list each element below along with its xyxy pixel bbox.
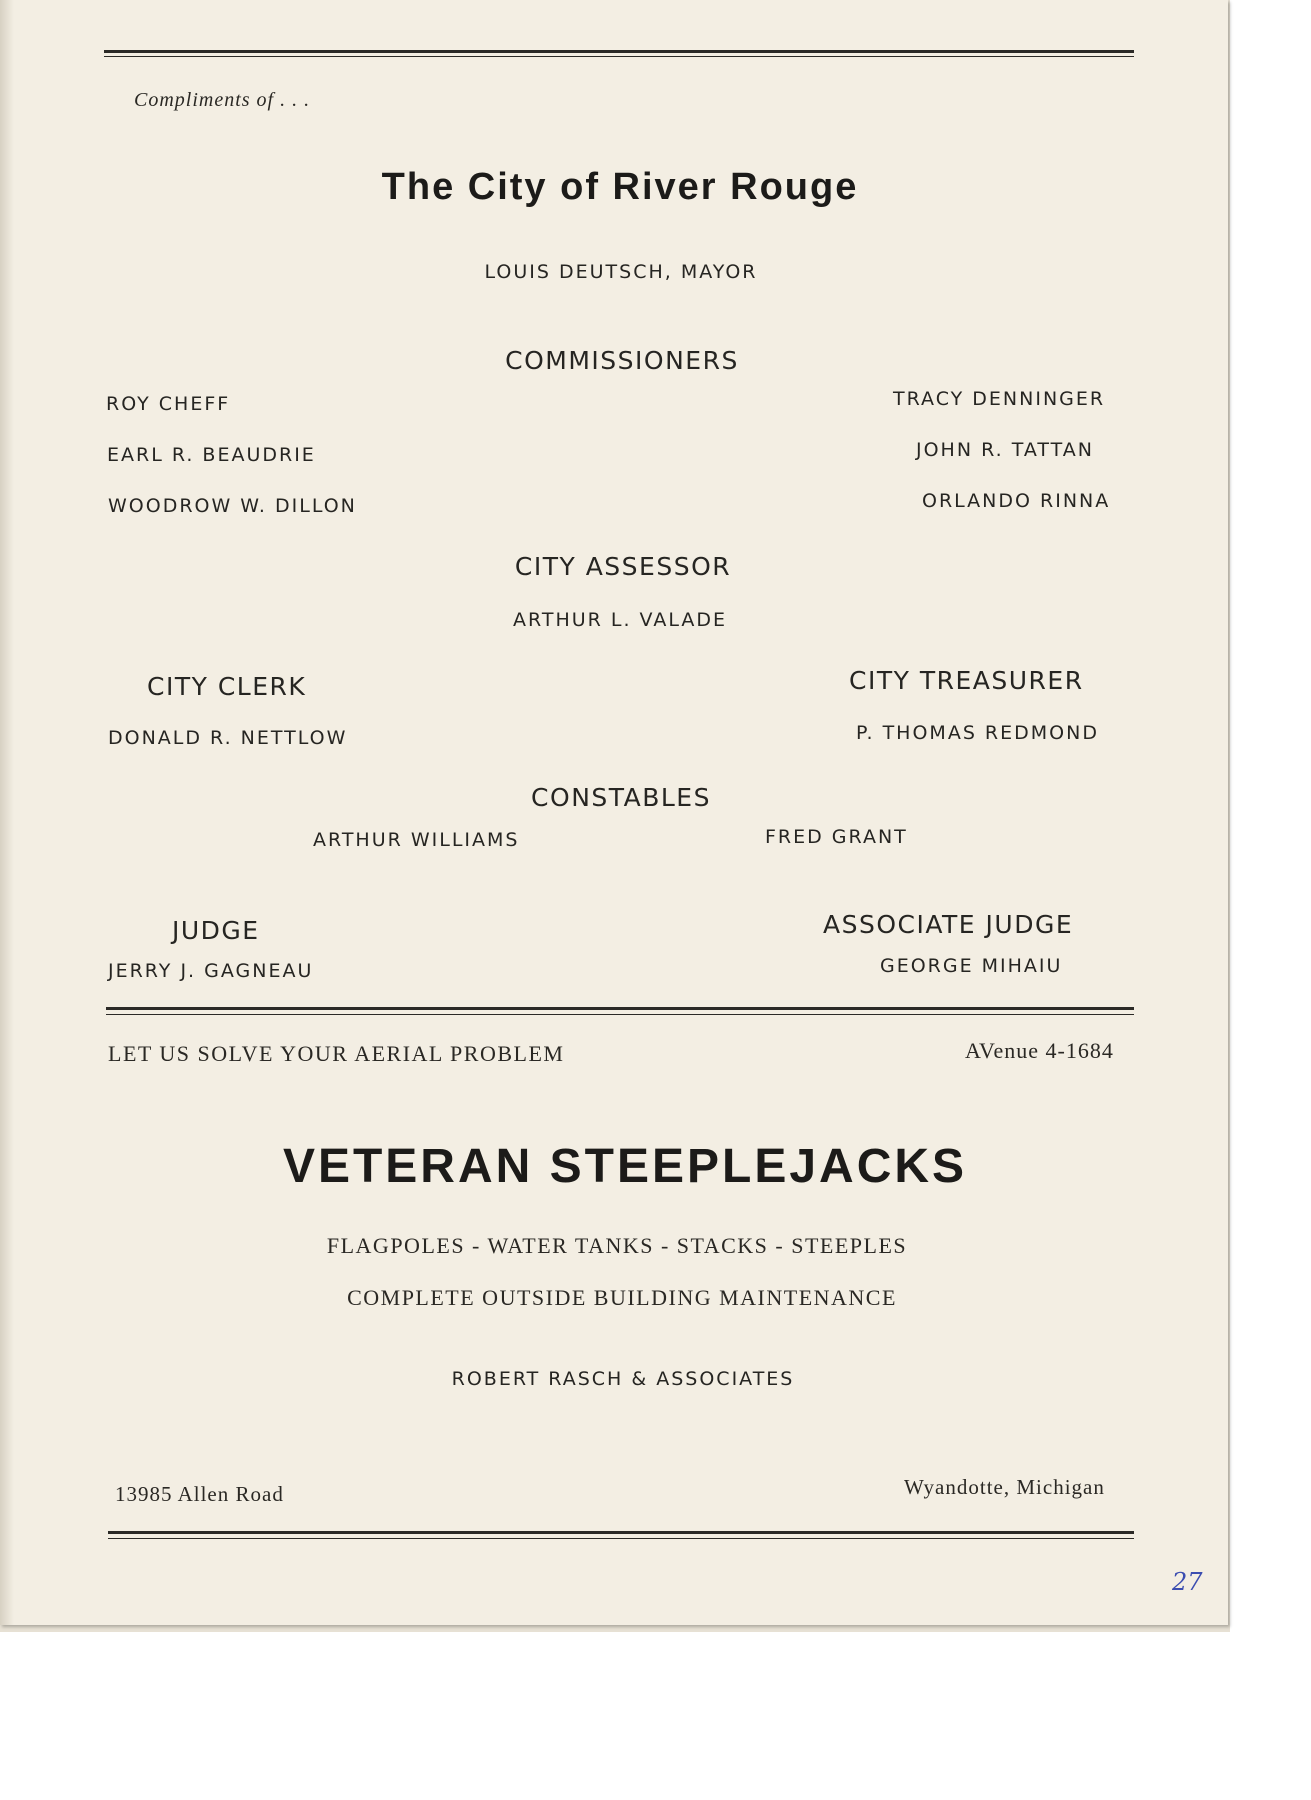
- constable-1: ARTHUR WILLIAMS: [313, 829, 520, 851]
- commissioner-left-1: ROY CHEFF: [106, 393, 231, 415]
- commissioner-right-2: JOHN R. TATTAN: [916, 439, 1094, 461]
- ad-company: VETERAN STEEPLEJACKS: [282, 1140, 968, 1193]
- constables-heading: CONSTABLES: [531, 783, 711, 812]
- page-spine: [0, 0, 14, 1625]
- ad-phone: AVenue 4-1684: [965, 1038, 1114, 1063]
- assoc-judge-name: GEORGE MIHAIU: [880, 955, 1063, 977]
- assessor-name: ARTHUR L. VALADE: [513, 609, 727, 631]
- ad-services: FLAGPOLES - WATER TANKS - STACKS - STEEPLES: [326, 1233, 908, 1258]
- top-rule-thin: [104, 56, 1134, 57]
- page-number: 27: [1172, 1568, 1203, 1596]
- treasurer-name: P. THOMAS REDMOND: [856, 722, 1099, 744]
- top-rule: [104, 50, 1134, 53]
- judge-name: JERRY J. GAGNEAU: [108, 960, 314, 982]
- ad-address: 13985 Allen Road: [115, 1482, 284, 1506]
- ad-city-state: Wyandotte, Michigan: [904, 1475, 1105, 1499]
- constable-2: FRED GRANT: [765, 826, 908, 848]
- clerk-heading: CITY CLERK: [147, 672, 307, 701]
- city-title: The City of River Rouge: [381, 166, 859, 208]
- commissioner-left-2: EARL R. BEAUDRIE: [107, 444, 316, 466]
- commissioner-right-1: TRACY DENNINGER: [893, 388, 1106, 410]
- mayor-name: LOUIS DEUTSCH, MAYOR: [484, 261, 758, 283]
- clerk-name: DONALD R. NETTLOW: [108, 727, 348, 749]
- judge-heading: JUDGE: [172, 916, 260, 945]
- ad-maintenance: COMPLETE OUTSIDE BUILDING MAINTENANCE: [347, 1285, 897, 1310]
- middle-rule-thin: [106, 1014, 1134, 1015]
- assessor-heading: CITY ASSESSOR: [514, 552, 732, 581]
- bottom-rule-thin: [108, 1538, 1134, 1539]
- treasurer-heading: CITY TREASURER: [849, 666, 1084, 695]
- ad-owner: ROBERT RASCH & ASSOCIATES: [451, 1368, 795, 1390]
- commissioners-heading: COMMISSIONERS: [505, 346, 739, 375]
- commissioner-right-3: ORLANDO RINNA: [922, 490, 1111, 512]
- middle-rule: [106, 1007, 1134, 1010]
- ad-tagline: LET US SOLVE YOUR AERIAL PROBLEM: [108, 1041, 565, 1066]
- commissioner-left-3: WOODROW W. DILLON: [108, 495, 357, 517]
- assoc-judge-heading: ASSOCIATE JUDGE: [823, 910, 1074, 939]
- bottom-rule: [108, 1531, 1134, 1534]
- compliments-text: Compliments of . . .: [134, 89, 311, 111]
